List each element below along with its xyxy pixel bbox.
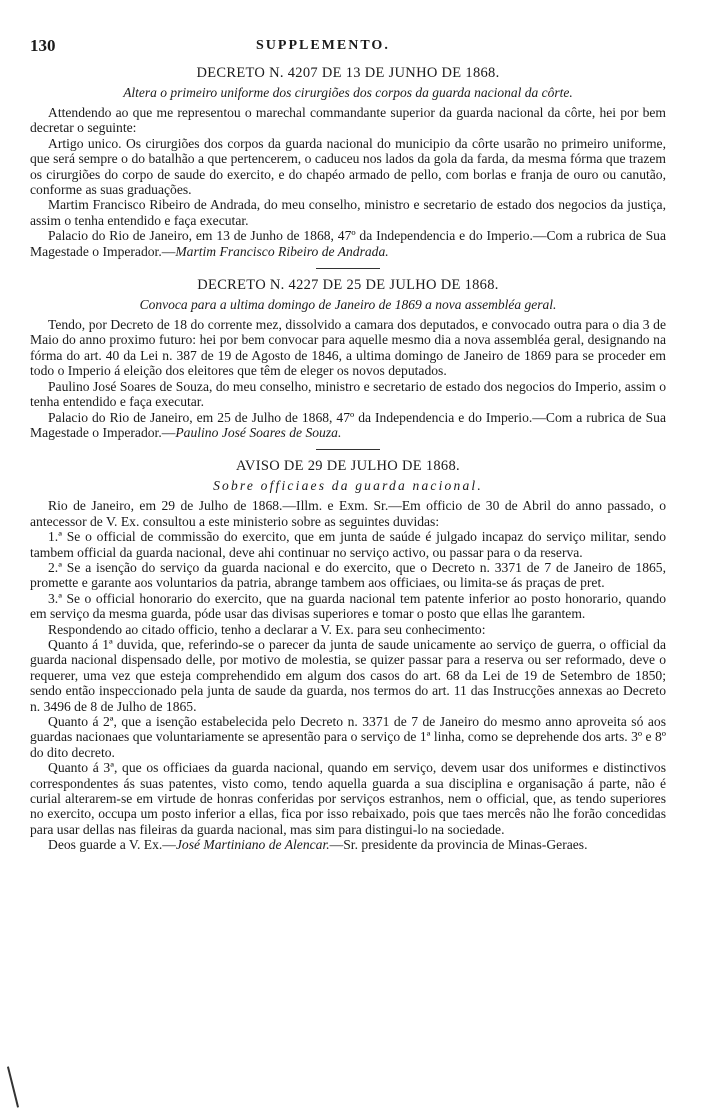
paragraph-with-signature xyxy=(30,228,666,259)
paragraph: Tendo, por Decreto de 18 do corrente mez, dissolvido a camara dos deputados, e convocado outra para o dia 3 de Maio do anno proximo futuro: hei por bem convocar para aquelle mesmo dia a nova assembléa geral, designando na fórma do art. 40 da Lei n. 387 de 19 de Agosto de 1846, a ultima domingo de Janeiro de 1869 para se proceder em todo o Imperio á eleição dos eleitores que têm de eleger os novos deputados. xyxy=(30,317,666,379)
paragraph: Paulino José Soares de Souza, do meu conselho, ministro e secretario de estado dos negocios do Imperio, assim o tenha entendido e faça executar. xyxy=(30,378,666,410)
paragraph-text: Palacio do Rio de Janeiro, em 13 de Junho de 1868, 47º da Independencia e do Imperio.—Com a rubrica de Sua Magestade o Imperador.— xyxy=(30,228,666,259)
paragraph-text: Palacio do Rio de Janeiro, em 25 de Julho de 1868, 47º da Independencia e do Imperio.—Com a rubrica de Sua Magestade o Imperador.— xyxy=(30,409,666,440)
section-divider xyxy=(316,449,380,450)
paragraph-with-signature xyxy=(30,410,666,441)
paragraph: 3.ª Se o official honorario do exercito, que na guarda nacional tem patente inferior ao posto honorario, quando em serviço da mesma guarda, póde usar das divisas superiores e tomar o posto que ellas lhe garantem. xyxy=(30,590,666,622)
aviso-29-julho xyxy=(30,457,666,852)
paragraph: Martim Francisco Ribeiro de Andrada, do meu conselho, ministro e secretario de estado dos negocios da justiça, assim o tenha entendido e faça executar. xyxy=(30,197,666,228)
paragraph-text: Deos guarde a V. Ex.— xyxy=(48,837,176,853)
signature: Paulino José Soares de Souza. xyxy=(175,424,342,440)
paragraph-tail: —Sr. presidente da provincia de Minas-Geraes. xyxy=(329,837,588,853)
signature: Martim Francisco Ribeiro de Andrada. xyxy=(175,243,389,259)
decree-4227 xyxy=(30,276,666,440)
paragraph: Respondendo ao citado officio, tenho a declarar a V. Ex. para seu conhecimento: xyxy=(48,621,486,637)
paragraph: 1.ª Se o official de commissão do exercito, que em junta de saúde é julgado incapaz do serviço militar, sendo tambem official da guarda nacional, deve ahi continuar no serviço activo, ou passar para o da reserva. xyxy=(30,529,666,560)
margin-mark xyxy=(7,1066,19,1107)
section-divider xyxy=(316,268,380,269)
paragraph: Rio de Janeiro, em 29 de Julho de 1868.—Illm. e Exm. Sr.—Em officio de 30 de Abril do anno passado, o antecessor de V. Ex. consultou a este ministerio sobre as seguintes duvidas: xyxy=(30,498,666,529)
section-summary: Convoca para a ultima domingo de Janeiro de 1869 a nova assembléa geral. xyxy=(139,297,557,313)
running-title: SUPPLEMENTO. xyxy=(256,38,390,53)
page-number: 130 xyxy=(30,36,56,55)
paragraph: Artigo unico. Os cirurgiões dos corpos da guarda nacional do municipio da côrte usarão no primeiro uniforme, que será sempre o do batalhão a que pertencerem, o caduceu nos lados da gola da farda, da mesma fórma que trazem os cirurgiões do corpo de saude do exercito, e do chapéo armado de pello, com borlas e franja de ouro ou canutão, conforme as suas graduações. xyxy=(30,135,666,198)
section-summary: Altera o primeiro uniforme dos cirurgiões dos corpos da guarda nacional da côrte. xyxy=(123,85,573,100)
section-heading: DECRETO N. 4227 DE 25 DE JULHO DE 1868. xyxy=(197,277,499,294)
running-head xyxy=(30,36,666,58)
section-heading: AVISO DE 29 DE JULHO DE 1868. xyxy=(236,458,460,475)
paragraph-with-signature xyxy=(30,837,666,852)
decree-4207 xyxy=(30,64,666,259)
paragraph: 2.ª Se a isenção do serviço da guarda nacional e do exercito, que o Decreto n. 3371 de 7 de Janeiro de 1865, promette e garante aos voluntarios da patria, abrange tambem aos officiaes, ou limita-se ás praças de pret. xyxy=(30,559,666,591)
paragraph: Attendendo ao que me representou o marechal commandante superior da guarda nacional da côrte, hei por bem decretar o seguinte: xyxy=(30,105,666,136)
signature: José Martiniano de Alencar. xyxy=(175,837,330,853)
section-heading: DECRETO N. 4207 DE 13 DE JUNHO DE 1868. xyxy=(196,65,500,81)
paragraph: Quanto á 2ª, que a isenção estabelecida pelo Decreto n. 3371 de 7 de Janeiro do mesmo anno aproveita só aos guardas nacionaes que voluntariamente se apresentão para o serviço de 1ª linha, como se deprehende dos arts. 3º e 8º do dito decreto. xyxy=(30,714,666,760)
paragraph: Quanto á 1ª duvida, que, referindo-se o parecer da junta de saude unicamente ao serviço de guerra, o official da guarda nacional dispensado delle, por motivo de molestia, se quizer passar para a reserva ou ser reformado, deve o requerer, uma vez que esteja comprehendido em algum dos casos do art. 68 da Lei de 19 de Setembro de 1850; sendo então inspeccionado pela junta de saude da guarda, nos termos do art. 11 das Instrucções annexas ao Decreto n. 3496 de 8 de Julho de 1865. xyxy=(30,636,666,714)
paragraph: Quanto á 3ª, que os officiaes da guarda nacional, quando em serviço, devem usar dos uniformes e distinctivos correspondentes ás suas patentes, visto como, tendo aquella guarda a sua disciplina e organisação á parte, não é curial alterarem-se em virtude de honras conferidas por serviços estranhos, nem o official, que, as tendo superiores no exercito, occupa um posto inferior a ellas, fica por isso rebaixado, pois que taes mercês não lhe forão concedidas para usar dellas nas fileiras da guarda nacional, mas sim para distingui-lo na sociedade. xyxy=(30,760,666,837)
section-summary: Sobre officiaes da guarda nacional. xyxy=(213,478,483,494)
document-page xyxy=(30,36,666,853)
